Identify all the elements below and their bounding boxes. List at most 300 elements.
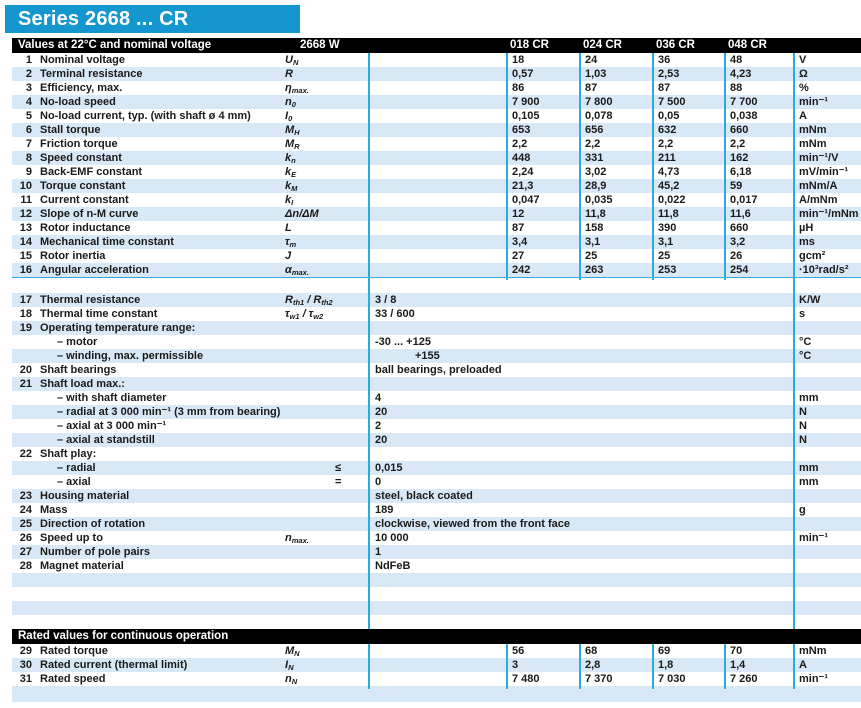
row-number: 28: [19, 560, 32, 572]
param-label: Shaft load max.:: [40, 378, 125, 390]
unit-cell: A: [793, 109, 861, 126]
spec-row: [12, 391, 861, 405]
value-cell: 653: [506, 123, 579, 140]
param-label: Mass: [40, 504, 68, 516]
param-symbol: [283, 321, 368, 335]
empty-spacer: [12, 587, 368, 601]
param-symbol: [283, 545, 368, 559]
unit-cell: min⁻¹: [793, 531, 861, 548]
rated-section-rows: [12, 644, 861, 702]
spec-row: [12, 137, 861, 151]
merged-value-cell: 20: [368, 433, 793, 447]
param-symbol: $R_{th1} / R_{th2}$: [285, 294, 333, 307]
row-number: 18: [19, 308, 32, 320]
param-symbol: [283, 517, 368, 531]
value-cell: 3,2: [724, 235, 793, 252]
value-cell: 2,2: [652, 137, 724, 154]
spec-row: [12, 249, 861, 263]
header-spacer: [368, 38, 506, 53]
unit-cell: N: [793, 405, 861, 419]
param-symbol: R: [285, 68, 293, 80]
merged-value-cell: -30 ... +125: [368, 335, 793, 349]
merged-value-cell: 1: [368, 545, 793, 559]
value-cell: 660: [724, 123, 793, 140]
value-cell: 3,1: [579, 235, 652, 252]
value-cell: 11,6: [724, 207, 793, 221]
bottom-stripe-fill: [12, 686, 861, 702]
value-cell: 331: [579, 151, 652, 168]
value-spacer: [368, 221, 506, 235]
spec-row: [12, 335, 861, 349]
unit-cell: [793, 517, 861, 531]
row-number: 27: [19, 546, 32, 558]
value-cell: 87: [506, 221, 579, 235]
param-label: Back-EMF constant: [40, 166, 143, 178]
unit-cell: mNm: [793, 137, 861, 154]
param-symbol: L: [285, 222, 292, 234]
spec-row: [12, 377, 861, 391]
param-symbol: [283, 447, 368, 461]
param-symbol: $M_R$: [285, 138, 300, 151]
row-number: 9: [25, 166, 32, 178]
value-cell: 26: [724, 249, 793, 263]
value-cell: 0,017: [724, 193, 793, 210]
spec-row: [12, 658, 861, 672]
merged-value-cell: ball bearings, preloaded: [368, 363, 793, 377]
spec-row: [12, 53, 861, 67]
unit-cell: min⁻¹/V: [793, 151, 861, 168]
value-cell: 36: [652, 53, 724, 70]
value-cell: 0,05: [652, 109, 724, 126]
param-symbol: [283, 405, 368, 419]
param-symbol: [283, 391, 368, 405]
param-symbol: [283, 363, 368, 377]
param-label: Nominal voltage: [40, 54, 125, 66]
column-header: 018 CR: [510, 39, 549, 51]
spec-row: [12, 517, 861, 531]
row-number: 1: [25, 54, 32, 66]
param-symbol: [283, 489, 368, 503]
param-symbol: [283, 419, 368, 433]
unit-cell: %: [793, 81, 861, 98]
value-cell: 2,2: [579, 137, 652, 154]
value-cell: 87: [652, 81, 724, 98]
param-symbol: $I_N$: [285, 659, 294, 672]
merged-value-cell: [368, 377, 793, 391]
value-cell: 1,03: [579, 67, 652, 81]
row-number: [12, 475, 34, 489]
column-header: 036 CR: [656, 39, 695, 51]
value-cell: 69: [652, 644, 724, 661]
row-number: 4: [25, 96, 32, 108]
unit-cell: N: [793, 419, 861, 433]
unit-cell: mm: [793, 461, 861, 475]
param-label: Efficiency, max.: [40, 82, 123, 94]
unit-cell: mNm/A: [793, 179, 861, 196]
unit-cell: [793, 321, 861, 335]
spec-row: [12, 489, 861, 503]
header-spacer: [793, 38, 861, 53]
row-number: [12, 391, 34, 405]
param-symbol: [283, 335, 368, 349]
param-symbol: $n_{max.}$: [285, 532, 309, 545]
spec-row: [12, 235, 861, 249]
unit-cell: g: [793, 503, 861, 517]
unit-cell: [793, 377, 861, 391]
merged-value-cell: clockwise, viewed from the front face: [368, 517, 793, 531]
value-cell: 25: [579, 249, 652, 263]
merged-value-cell: 4: [368, 391, 793, 405]
value-cell: 448: [506, 151, 579, 168]
value-cell: 2,2: [506, 137, 579, 154]
row-number: 24: [19, 504, 32, 516]
row-number: 16: [19, 264, 32, 276]
value-cell: 632: [652, 123, 724, 140]
param-label: Angular acceleration: [40, 264, 149, 276]
param-label: – radial: [57, 462, 96, 474]
value-spacer: [368, 67, 506, 81]
param-label: – motor: [57, 336, 98, 348]
param-label: Number of pole pairs: [40, 546, 151, 558]
param-symbol: $U_N$: [285, 54, 299, 67]
spec-row: [12, 461, 861, 475]
row-number: 15: [19, 250, 32, 262]
empty-value-region: [368, 615, 793, 629]
value-cell: 7 370: [579, 672, 652, 689]
param-label: Torque constant: [40, 180, 126, 192]
bottom-stripe: [12, 686, 861, 702]
param-symbol: [283, 559, 368, 573]
param-label: Slope of n-M curve: [40, 208, 139, 220]
value-cell: 0,078: [579, 109, 652, 126]
value-cell: 18: [506, 53, 579, 70]
param-symbol: $M_H$: [285, 124, 300, 137]
row-number: 11: [20, 194, 32, 206]
param-label: Direction of rotation: [40, 518, 146, 530]
value-cell: 6,18: [724, 165, 793, 182]
spec-row: [12, 81, 861, 95]
param-label: Operating temperature range:: [40, 322, 196, 334]
value-cell: 0,105: [506, 109, 579, 126]
param-symbol: [283, 433, 368, 447]
spec-row: [12, 221, 861, 235]
row-number: [12, 461, 34, 475]
value-cell: 48: [724, 53, 793, 70]
value-cell: 21,3: [506, 179, 579, 196]
rated-section-title: Rated values for continuous operation: [18, 630, 229, 642]
value-cell: 70: [724, 644, 793, 661]
value-cell: 2,24: [506, 165, 579, 182]
param-symbol: $k_M$: [285, 180, 298, 193]
param-label: Thermal resistance: [40, 294, 141, 306]
value-cell: 88: [724, 81, 793, 98]
param-label: Rotor inertia: [40, 250, 106, 262]
param-label: No-load current, typ. (with shaft ø 4 mm): [40, 110, 251, 122]
value-cell: 4,73: [652, 165, 724, 182]
unit-cell: [793, 559, 861, 573]
merged-value-cell: 3 / 8: [368, 293, 793, 310]
empty-row: [12, 615, 861, 629]
empty-row: [12, 601, 861, 615]
row-number: 31: [19, 673, 32, 685]
row-number: [12, 433, 34, 447]
empty-value-region: [368, 601, 793, 615]
value-cell: 656: [579, 123, 652, 140]
unit-cell: K/W: [793, 293, 861, 310]
spec-row: [12, 433, 861, 447]
value-cell: 12: [506, 207, 579, 221]
value-cell: 253: [652, 263, 724, 280]
unit-cell: mm: [793, 475, 861, 489]
spec-row: [12, 349, 861, 363]
unit-cell: min⁻¹/mNm: [793, 207, 861, 221]
unit-cell: ·10³rad/s²: [793, 263, 861, 280]
param-symbol: $n_0$: [285, 96, 296, 109]
spec-row: [12, 447, 861, 461]
value-cell: 3,4: [506, 235, 579, 252]
param-op: ≤: [335, 462, 342, 474]
param-label: Thermal time constant: [40, 308, 158, 320]
value-cell: 1,8: [652, 658, 724, 675]
param-symbol: $M_N$: [285, 645, 300, 658]
merged-value-cell: steel, black coated: [368, 489, 793, 503]
value-cell: 660: [724, 221, 793, 235]
unit-cell: mm: [793, 391, 861, 405]
row-number: [12, 419, 34, 433]
row-number: 10: [19, 180, 32, 192]
spec-row: [12, 179, 861, 193]
merged-value-cell: 0,015: [368, 461, 793, 475]
spec-row: [12, 363, 861, 377]
spec-row: [12, 207, 861, 221]
gap-value-region: [368, 278, 793, 293]
value-cell: 68: [579, 644, 652, 661]
row-number: [12, 349, 34, 363]
value-cell: 11,8: [652, 207, 724, 221]
column-header: 048 CR: [728, 39, 767, 51]
row-number: 14: [19, 236, 32, 248]
value-cell: 0,57: [506, 67, 579, 81]
empty-unit-region: [793, 573, 861, 587]
param-label: Housing material: [40, 490, 130, 502]
header-left-label: Values at 22°C and nominal voltage: [18, 39, 212, 51]
unit-cell: [793, 545, 861, 559]
unit-cell: mNm: [793, 123, 861, 140]
param-label: Shaft play:: [40, 448, 97, 460]
merged-value-cell: 189: [368, 503, 793, 517]
spec-row: [12, 109, 861, 123]
column-header: 024 CR: [583, 39, 622, 51]
param-label: Rated current (thermal limit): [40, 659, 188, 671]
param-label: Rotor inductance: [40, 222, 131, 234]
param-label: – with shaft diameter: [57, 392, 167, 404]
value-cell: 56: [506, 644, 579, 661]
merged-value-cell: 20: [368, 405, 793, 419]
unit-cell: V: [793, 53, 861, 70]
value-cell: 4,23: [724, 67, 793, 81]
row-number: 25: [19, 518, 32, 530]
value-cell: 162: [724, 151, 793, 168]
param-symbol: $\eta_{max.}$: [285, 82, 309, 95]
unit-cell: N: [793, 433, 861, 447]
value-spacer: [368, 207, 506, 221]
param-label: Speed up to: [40, 532, 103, 544]
unit-cell: Ω: [793, 67, 861, 81]
value-cell: 2,8: [579, 658, 652, 675]
value-cell: 7 480: [506, 672, 579, 689]
gap-unit-region: [793, 278, 861, 293]
param-label: No-load speed: [40, 96, 116, 108]
value-cell: 158: [579, 221, 652, 235]
param-symbol: $\tau_{w1} / \tau_{w2}$: [285, 308, 324, 321]
value-cell: 263: [579, 263, 652, 280]
value-cell: 1,4: [724, 658, 793, 675]
row-number: 5: [25, 110, 32, 122]
unit-cell: [793, 363, 861, 377]
row-number: 17: [19, 294, 32, 306]
row-number: [12, 335, 34, 349]
spec-row: [12, 293, 861, 307]
param-label: Stall torque: [40, 124, 101, 136]
value-cell: 254: [724, 263, 793, 280]
value-cell: 3,1: [652, 235, 724, 252]
spec-row: [12, 672, 861, 686]
spec-row: [12, 475, 861, 489]
value-cell: 7 260: [724, 672, 793, 689]
empty-unit-region: [793, 587, 861, 601]
param-label: Rated torque: [40, 645, 108, 657]
row-number: 21: [19, 378, 32, 390]
series-title: Series 2668 ... CR: [5, 5, 300, 33]
spec-row: [12, 531, 861, 545]
row-number: [12, 405, 34, 419]
empty-row: [12, 587, 861, 601]
merged-value-cell: [368, 321, 793, 335]
spec-row: [12, 123, 861, 137]
unit-cell: gcm²: [793, 249, 861, 263]
param-symbol: $k_I$: [285, 194, 294, 207]
value-cell: 0,022: [652, 193, 724, 210]
row-number: 3: [25, 82, 32, 94]
value-cell: 242: [506, 263, 579, 280]
unit-cell: µH: [793, 221, 861, 235]
value-cell: 7 030: [652, 672, 724, 689]
param-label: Speed constant: [40, 152, 122, 164]
param-label: Rated speed: [40, 673, 106, 685]
param-label: Terminal resistance: [40, 68, 143, 80]
value-cell: 7 500: [652, 95, 724, 112]
param-symbol: [283, 377, 368, 391]
gap-spacer: [12, 278, 368, 293]
value-cell: 3: [506, 658, 579, 675]
param-symbol: $\tau_m$: [285, 236, 297, 249]
spec-row: [12, 644, 861, 658]
unit-cell: min⁻¹: [793, 95, 861, 112]
empty-row: [12, 573, 861, 587]
param-symbol: $k_n$: [285, 152, 296, 165]
param-label: Friction torque: [40, 138, 118, 150]
param-label: Mechanical time constant: [40, 236, 174, 248]
unit-cell: A: [793, 658, 861, 675]
row-number: 6: [25, 124, 32, 136]
param-label: – axial at standstill: [57, 434, 155, 446]
value-cell: 45,2: [652, 179, 724, 196]
empty-unit-region: [793, 601, 861, 615]
spec-row: [12, 151, 861, 165]
value-cell: 24: [579, 53, 652, 70]
param-symbol: $\alpha_{max.}$: [285, 264, 309, 277]
row-number: 8: [25, 152, 32, 164]
empty-value-region: [368, 587, 793, 601]
value-cell: 25: [652, 249, 724, 263]
merged-value-cell: NdFeB: [368, 559, 793, 573]
param-label: Current constant: [40, 194, 129, 206]
value-cell: 86: [506, 81, 579, 98]
merged-value-cell: [368, 447, 793, 461]
param-symbol: $I_0$: [285, 110, 293, 123]
value-cell: 7 900: [506, 95, 579, 112]
rated-section-bar: [12, 629, 861, 644]
spec-row: [12, 559, 861, 573]
value-cell: 27: [506, 249, 579, 263]
merged-value-cell: 10 000: [368, 531, 793, 548]
unit-cell: °C: [793, 335, 861, 349]
unit-cell: mV/min⁻¹: [793, 165, 861, 182]
param-label: – axial at 3 000 min⁻¹: [57, 420, 167, 432]
value-cell: 59: [724, 179, 793, 196]
spec-row: [12, 165, 861, 179]
unit-cell: min⁻¹: [793, 672, 861, 689]
unit-cell: A/mNm: [793, 193, 861, 210]
spec-row: [12, 503, 861, 517]
value-cell: 28,9: [579, 179, 652, 196]
empty-value-region: [368, 573, 793, 587]
value-cell: 390: [652, 221, 724, 235]
values-section-rows: [12, 53, 861, 629]
row-number: 13: [19, 222, 32, 234]
header-series-label: 2668 W: [300, 39, 340, 51]
value-cell: 2,2: [724, 137, 793, 154]
value-cell: 87: [579, 81, 652, 98]
value-cell: 0,047: [506, 193, 579, 210]
param-label: – radial at 3 000 min⁻¹ (3 mm from bearing): [57, 406, 281, 418]
merged-value-cell: 33 / 600: [368, 307, 793, 324]
unit-cell: ms: [793, 235, 861, 252]
spec-row: [12, 95, 861, 109]
unit-cell: °C: [793, 349, 861, 363]
value-cell: 2,53: [652, 67, 724, 81]
value-cell: 0,038: [724, 109, 793, 126]
merged-value-cell: 2: [368, 419, 793, 433]
row-number: 30: [19, 659, 32, 671]
value-cell: 11,8: [579, 207, 652, 221]
row-number: 29: [19, 645, 32, 657]
row-number: 23: [19, 490, 32, 502]
param-label: – axial: [57, 476, 91, 488]
empty-spacer: [12, 573, 368, 587]
unit-cell: [793, 447, 861, 461]
param-symbol: [283, 503, 368, 517]
value-cell: 0,035: [579, 193, 652, 210]
row-number: 20: [19, 364, 32, 376]
param-label: Magnet material: [40, 560, 124, 572]
value-cell: 7 700: [724, 95, 793, 112]
row-number: 26: [19, 532, 32, 544]
empty-spacer: [12, 615, 368, 629]
row-number: 2: [25, 68, 32, 80]
row-number: 19: [19, 322, 32, 334]
param-label: – winding, max. permissible: [57, 350, 204, 362]
